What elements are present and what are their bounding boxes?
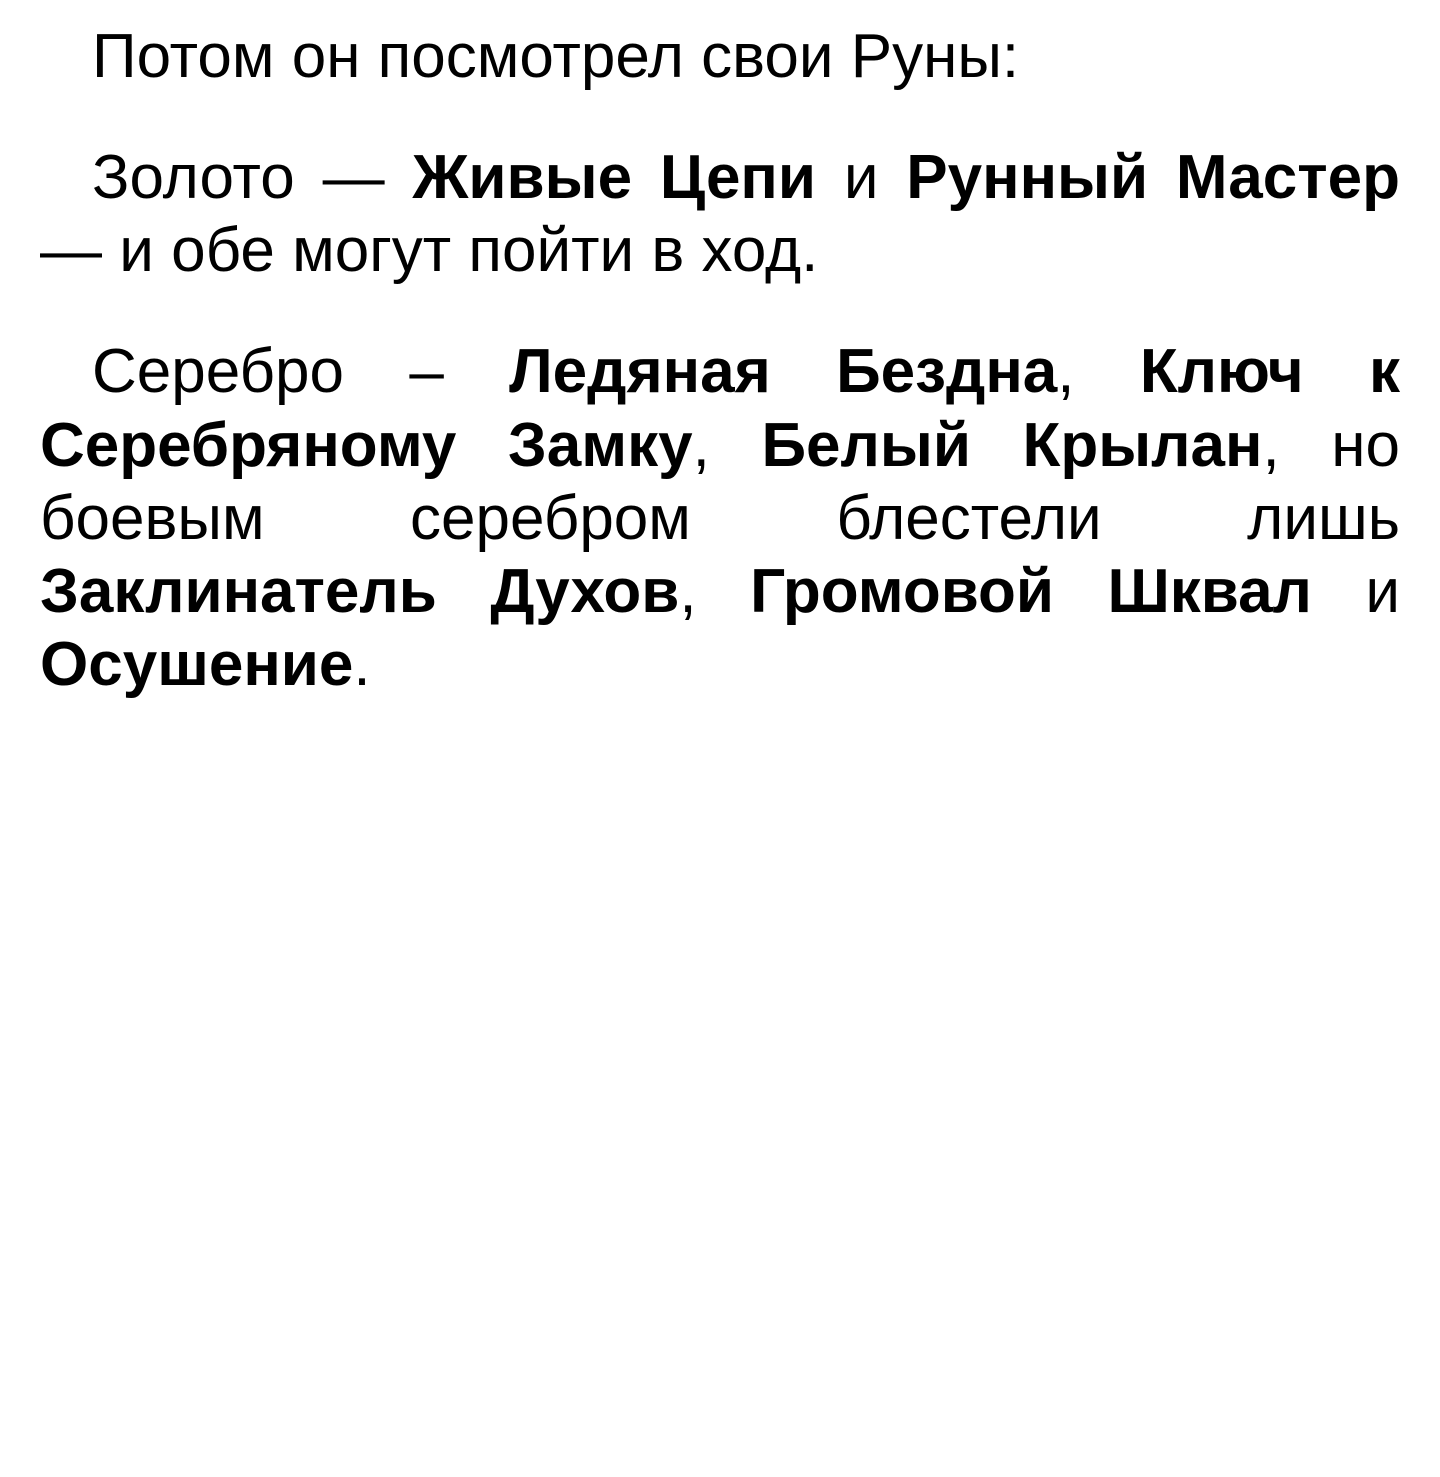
body-text: ,	[1057, 337, 1140, 407]
paragraph-silver-runes	[40, 335, 1400, 701]
body-text: , но боевым серебром блестели лишь	[40, 410, 1401, 553]
body-text: — и обе могут пойти в ход.	[40, 216, 819, 286]
body-text: ,	[692, 410, 762, 480]
rune-name: Ледяная Бездна	[509, 337, 1058, 407]
rune-name: Рунный Мастер	[906, 143, 1400, 213]
body-text: и	[816, 143, 907, 213]
body-text: .	[353, 630, 371, 700]
body-text: Потом он посмотрел свои Руны:	[92, 22, 1020, 91]
body-text: Золото —	[92, 143, 413, 213]
rune-name: Белый Крылан	[761, 410, 1263, 480]
rune-name: Заклинатель Духов	[40, 556, 680, 626]
rune-name: Живые Цепи	[412, 143, 816, 213]
paragraph-intro	[40, 20, 1400, 93]
rune-name: Громовой Шквал	[750, 556, 1312, 626]
rune-name: Ключ к Серебряному Замку	[40, 337, 1400, 480]
body-text: ,	[679, 556, 751, 626]
body-text: и	[1311, 556, 1401, 626]
rune-name: Осушение	[40, 630, 354, 700]
body-text: Серебро –	[92, 337, 510, 407]
paragraph-gold-runes	[40, 141, 1400, 287]
